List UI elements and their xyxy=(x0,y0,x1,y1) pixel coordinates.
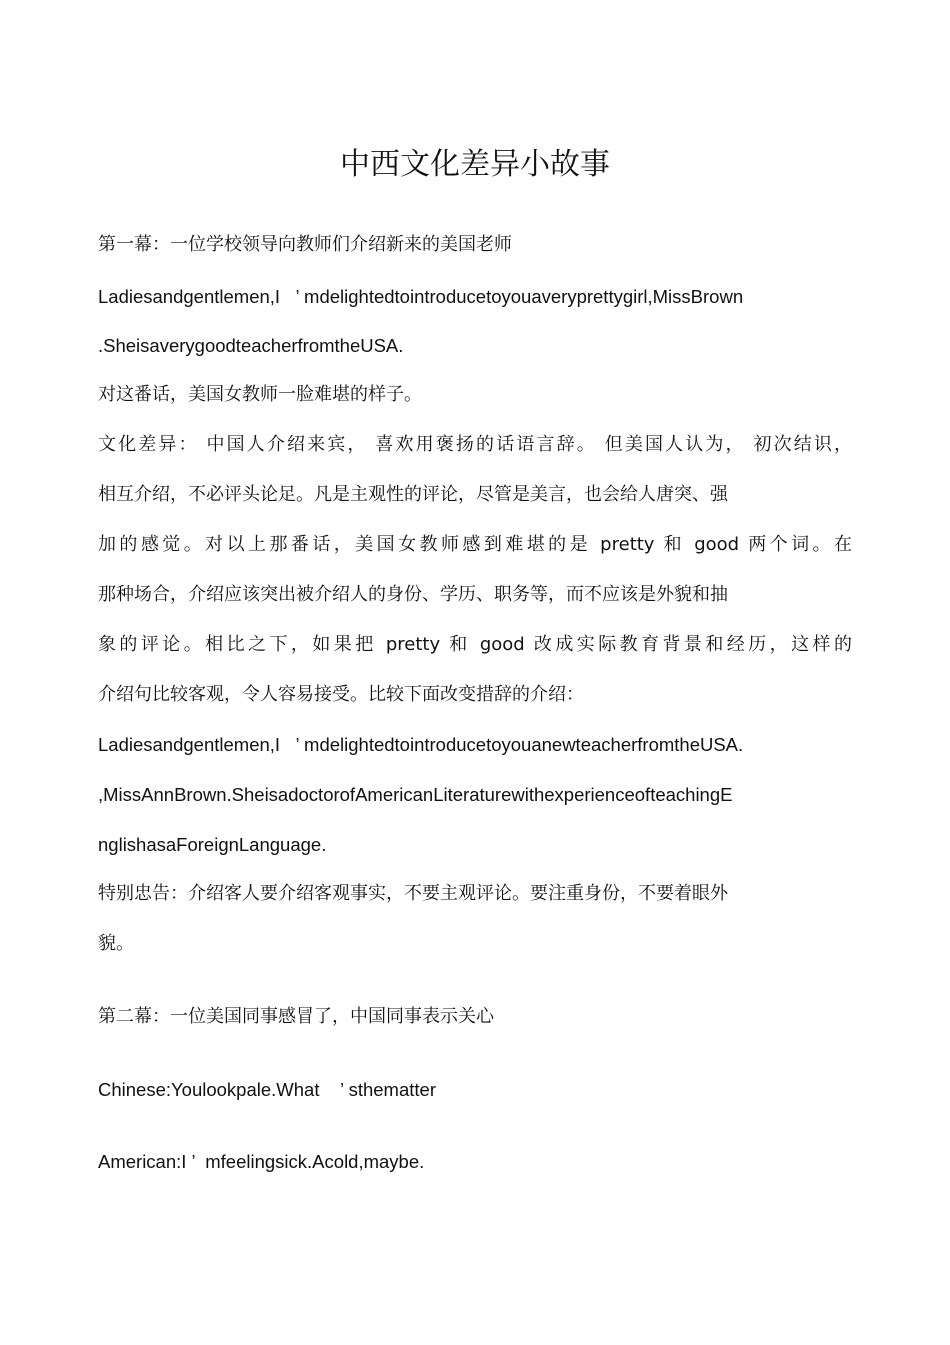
revised-intro-line-2: ,MissAnnBrown.SheisadoctorofAmericanLiteraturewithexperienceofteachingE xyxy=(98,784,733,805)
revised-intro-line-3: nglishasaForeignLanguage. xyxy=(98,834,327,855)
culture-difference-line-3: 加的感觉。对以上那番话，美国女教师感到难堪的是 pretty 和 good 两个词。在 xyxy=(98,534,852,555)
scene-two-heading: 第二幕：一位美国同事感冒了，中国同事表示关心 xyxy=(98,1006,494,1027)
revised-intro-line-1: Ladiesandgentlemen,I ’ mdelightedtointroducetoyouanewteacherfromtheUSA. xyxy=(98,734,744,755)
advice-line-2: 貌。 xyxy=(98,933,134,954)
scene-one-heading: 第一幕：一位学校领导向教师们介绍新来的美国老师 xyxy=(98,234,512,255)
advice-line-1: 特别忠告：介绍客人要介绍客观事实，不要主观评论。要注重身份，不要着眼外 xyxy=(98,883,728,904)
dialogue-american-line: American:I ’ mfeelingsick.Acold,maybe. xyxy=(98,1151,425,1172)
document-title: 中西文化差异小故事 xyxy=(340,147,610,182)
reaction-line: 对这番话，美国女教师一脸难堪的样子。 xyxy=(98,384,422,405)
culture-difference-line-1: 文化差异： 中国人介绍来宾， 喜欢用褒扬的话语言辞。 但美国人认为， 初次结识， xyxy=(98,434,852,455)
english-intro-line-2: .SheisaverygoodteacherfromtheUSA. xyxy=(98,335,404,356)
dialogue-chinese-line: Chinese:Youlookpale.What ’ sthematter xyxy=(98,1079,436,1100)
culture-difference-line-2: 相互介绍，不必评头论足。凡是主观性的评论，尽管是美言，也会给人唐突、强 xyxy=(98,484,728,505)
culture-difference-line-5: 象的评论。相比之下，如果把 pretty 和 good 改成实际教育背景和经历，这样的 xyxy=(98,634,852,655)
english-intro-line-1: Ladiesandgentlemen,I ’ mdelightedtointroducetoyouaveryprettygirl,MissBrown xyxy=(98,286,744,307)
culture-difference-line-4: 那种场合，介绍应该突出被介绍人的身份、学历、职务等，而不应该是外貌和抽 xyxy=(98,584,728,605)
culture-difference-line-6: 介绍句比较客观，令人容易接受。比较下面改变措辞的介绍： xyxy=(98,684,584,705)
